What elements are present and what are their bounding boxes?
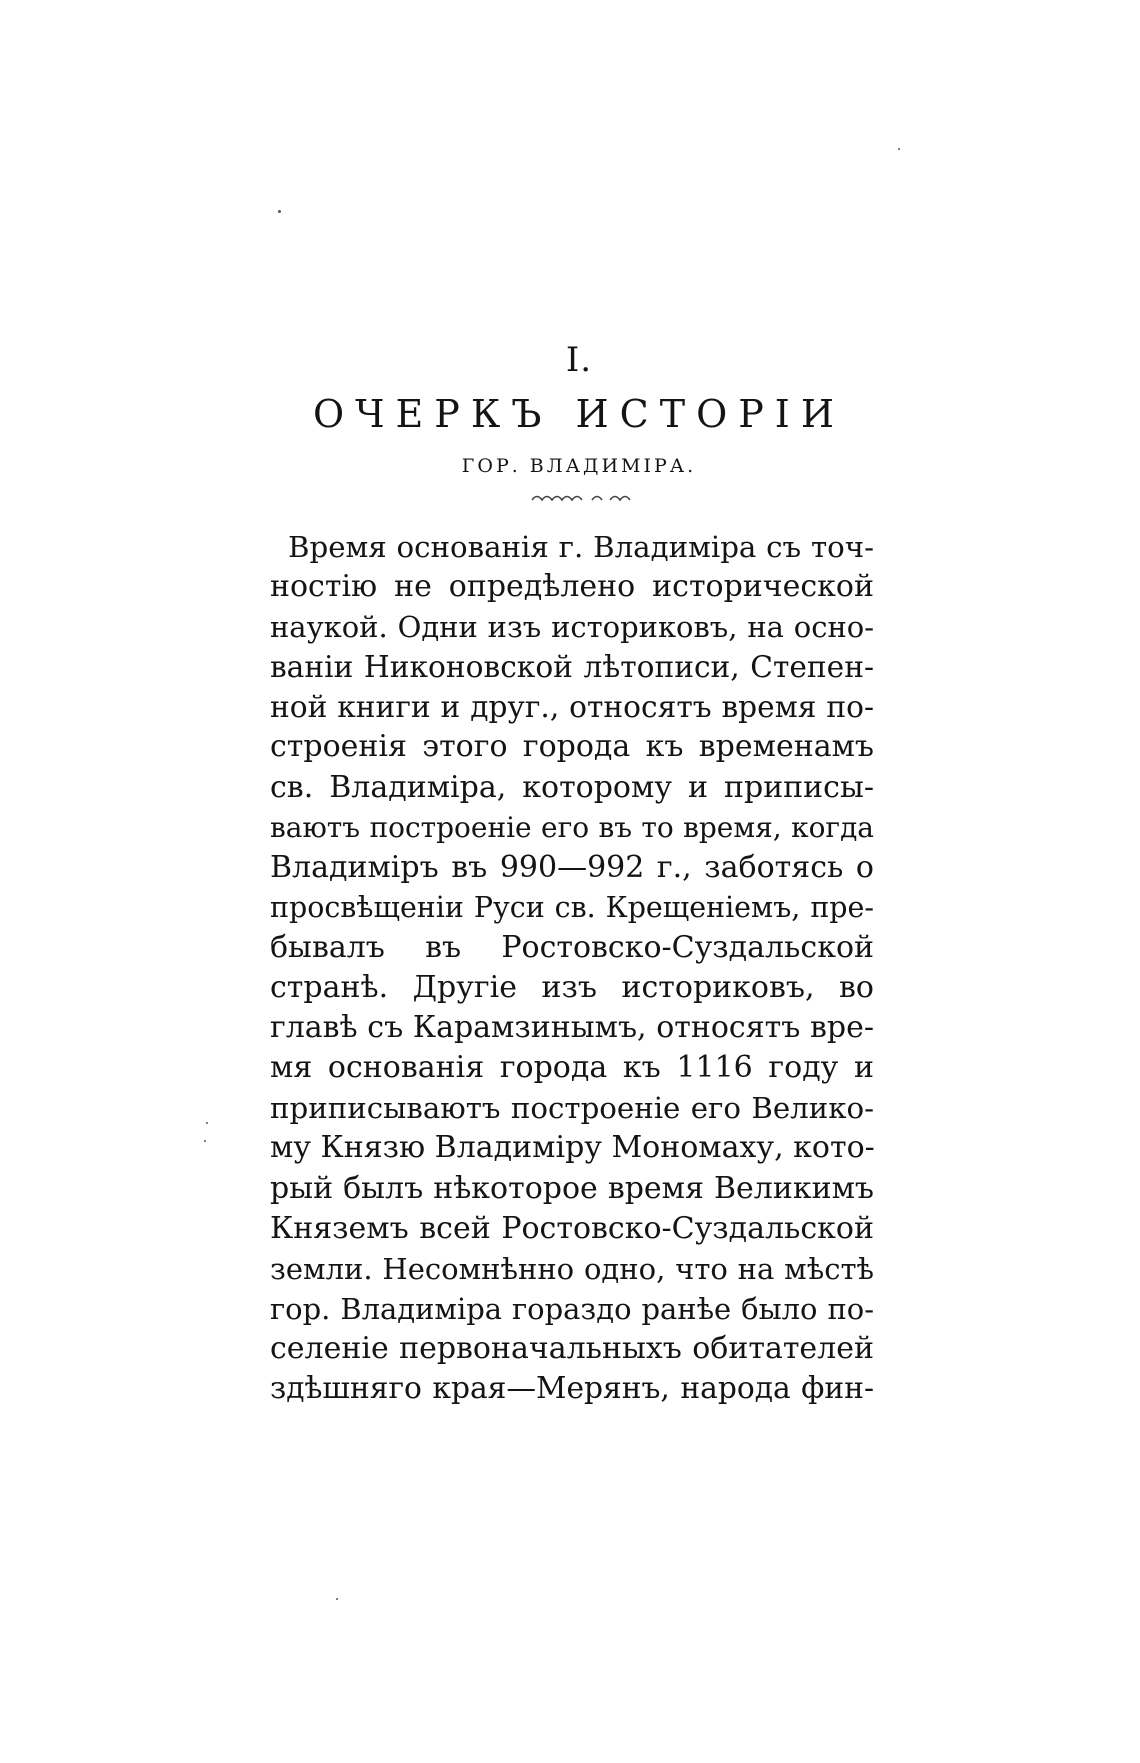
text-line: мя основанія города къ 1116 году и	[270, 1050, 874, 1086]
text-line: наукой. Одни изъ историковъ, на осно-	[270, 610, 874, 645]
text-line: гор. Владиміра гораздо ранѣе было по-	[270, 1291, 874, 1326]
text-line: приписываютъ построеніе его Велико-	[270, 1091, 874, 1126]
scan-speck	[206, 1122, 208, 1124]
text-line: просвѣщеніи Руси св. Крещеніемъ, пре-	[270, 890, 874, 924]
scan-speck	[336, 1598, 338, 1600]
text-line: рый былъ нѣкоторое время Великимъ	[270, 1170, 874, 1206]
text-line: Время основанія г. Владиміра съ точ-	[288, 530, 874, 564]
text-line: строенія этого города къ временамъ	[270, 729, 874, 765]
text-line: селеніе первоначальныхъ обитателей	[270, 1330, 874, 1366]
text-line: главѣ съ Карамзинымъ, относятъ вре-	[270, 1010, 874, 1046]
text-line: земли. Несомнѣнно одно, что на мѣстѣ	[270, 1251, 874, 1286]
ornament-divider-icon	[530, 490, 640, 506]
text-line: ностію не опредѣлено исторической	[270, 569, 874, 605]
scan-speck	[204, 1140, 206, 1142]
text-line: ваніи Никоновской лѣтописи, Степен-	[270, 649, 874, 685]
text-line: здѣшняго края—Мерянъ, народа фин-	[270, 1370, 874, 1406]
scan-speck	[278, 210, 281, 213]
chapter-subtitle: ГОР. ВЛАДИМІРА.	[461, 455, 697, 477]
text-line: ваютъ построеніе его въ то время, когда	[270, 810, 874, 844]
scan-speck	[898, 148, 900, 150]
chapter-number: I.	[565, 340, 593, 380]
chapter-title: ОЧЕРКЪ ИСТОРІИ	[313, 392, 845, 436]
text-line: Владиміръ въ 990—992 г., заботясь о	[270, 849, 874, 885]
text-line: Княземъ всей Ростовско-Суздальской	[270, 1210, 874, 1246]
body-paragraph	[270, 527, 874, 1409]
text-line: бывалъ въ Ростовско-Суздальской	[270, 929, 874, 965]
text-line: му Князю Владиміру Мономаху, кото-	[270, 1130, 875, 1166]
text-line: ной книги и друг., относятъ время по-	[270, 689, 874, 725]
text-line: св. Владиміра, которому и приписы-	[270, 769, 874, 805]
text-line: странѣ. Другіе изъ историковъ, во	[270, 970, 874, 1006]
